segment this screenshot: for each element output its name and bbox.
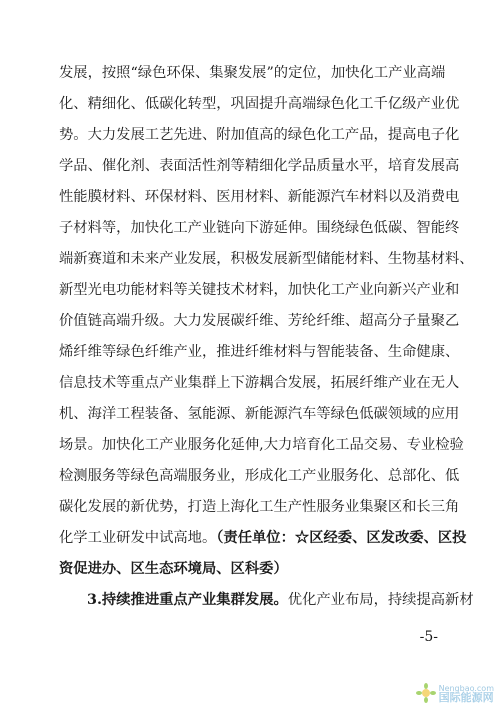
text-line: 端新赛道和未来产业发展，积极发展新型储能材料、生物基材料、 [59,251,474,267]
text-line: 机、海洋工程装备、氢能源、新能源汽车等绿色低碳领域的应用 [59,406,460,422]
text-line: 碳化发展的新优势，打造上海化工生产性服务业集聚区和长三角 [59,499,460,515]
watermark-url: Nengbao.com [438,684,494,693]
watermark-text [439,684,494,702]
text-line: 烯纤维等绿色纤维产业，推进纤维材料与智能装备、生命健康、 [59,344,460,360]
section-heading: 3.持续推进重点产业集群发展。 [87,592,288,608]
watermark [416,683,494,703]
section-heading-line [87,590,474,610]
text-line: 场景。加快化工产业服务化延伸,大力培育化工品交易、专业检验 [59,437,464,453]
responsibility-units-cont: 资促进办、区生态环境局、区科委） [59,561,288,577]
text-line: 化、精细化、低碳化转型，巩固提升高端绿色化工千亿级产业优 [59,96,460,112]
page-number: -5- [419,629,438,645]
text-line: 学品、催化剂、表面活性剂等精细化学品质量水平，培育发展高 [59,158,460,174]
text-line: 性能膜材料、环保材料、医用材料、新能源汽车材料以及消费电 [59,189,460,205]
responsibility-units: （责任单位：☆区经委、区发改委、区投 [216,530,467,546]
text-segment: 优化产业布局，持续提高新材 [287,592,474,608]
text-line-with-responsibility [59,528,467,548]
text-line: 检测服务等绿色高端服务业，形成化工产业服务化、总部化、低 [59,468,460,484]
text-line: 信息技术等重点产业集群上下游耦合发展，拓展纤维产业在无人 [59,375,460,391]
text-line: 价值链高端升级。大力发展碳纤维、芳纶纤维、超高分子量聚乙 [59,313,460,329]
text-line: 势。大力发展工艺先进、附加值高的绿色化工产品，提高电子化 [59,127,460,143]
text-line: 子材料等，加快化工产业链向下游延伸。围绕绿色低碳、智能终 [59,220,460,236]
text-segment: 化学工业研发中试高地。 [59,530,217,546]
sunflower-logo-icon [416,683,436,703]
text-line: 新型光电功能材料等关键技术材料，加快化工产业向新兴产业和 [59,282,460,298]
watermark-brand: 国际能源网 [438,691,494,704]
text-line: 发展，按照“绿色环保、集聚发展”的定位，加快化工产业高端 [59,65,446,81]
